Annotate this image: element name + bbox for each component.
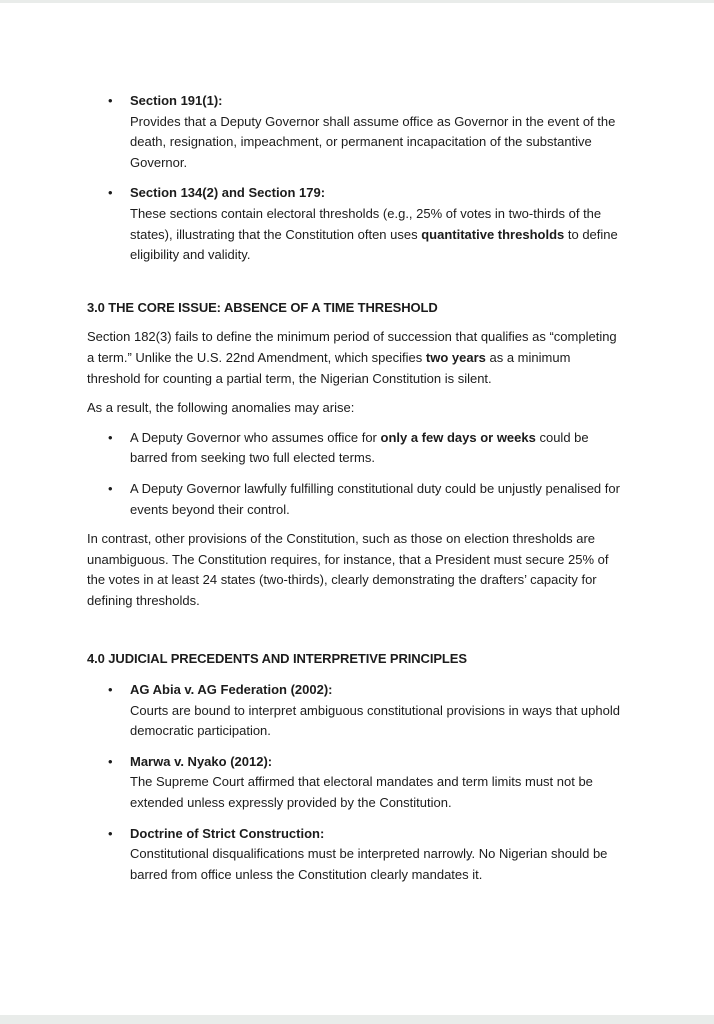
- section-134-179-body: [130, 204, 627, 266]
- emphasis-text: two years: [425, 349, 486, 365]
- emphasis-text: quantitative thresholds: [421, 226, 565, 242]
- body-text: These sections contain electoral thresholds (e.g., 25% of votes in two-thirds of the states), illustrating that the Constitution often uses: [130, 205, 602, 242]
- constitution-sections-list: [87, 91, 627, 266]
- section-134-179-title: • Section 134(2) and Section 179:: [130, 185, 326, 201]
- section-4-heading: 4.0 JUDICIAL PRECEDENTS AND INTERPRETIVE PRINCIPLES: [87, 651, 467, 667]
- body-text: Section 182(3) fails to define the minimum period of succession that qualifies as “completing a term.” Unlike the U.S. 22nd Amendment, which specifies: [87, 329, 617, 365]
- body-text: as a minimum threshold for counting a partial term, the Nigerian Constitution is silent.: [87, 349, 571, 386]
- section-3-heading: 3.0 THE CORE ISSUE: ABSENCE OF A TIME THRESHOLD: [87, 299, 438, 315]
- list-item: • A Deputy Governor lawfully fulfilling constitutional duty could be unjustly penalised for events beyond their control.: [87, 479, 627, 520]
- precedents-list: [87, 680, 627, 885]
- section-191-body: Provides that a Deputy Governor shall assume office as Governor in the event of the death, resignation, impeachment, or permanent incapacitation of the substantive Governor.: [130, 113, 616, 170]
- precedent-body: The Supreme Court affirmed that electoral mandates and term limits must not be extended unless expressly provided by the Constitution.: [130, 774, 593, 811]
- body-text: A Deputy Governor who assumes office for: [130, 429, 381, 445]
- list-item: [87, 91, 627, 173]
- body-text: to define eligibility and validity.: [130, 226, 618, 263]
- precedent-title: • Doctrine of Strict Construction:: [130, 825, 325, 841]
- anomalies-list: [87, 428, 627, 520]
- emphasis-text: only a few days or weeks: [380, 429, 536, 445]
- section-191-title: • Section 191(1):: [130, 93, 223, 108]
- list-item: [87, 428, 627, 469]
- list-item: [87, 680, 627, 742]
- section-3-paragraph-1: [87, 327, 627, 389]
- document-content: [87, 91, 627, 885]
- body-text: could be barred from seeking two full elected terms.: [130, 429, 589, 466]
- precedent-body: Courts are bound to interpret ambiguous constitutional provisions in ways that uphold democratic participation.: [130, 702, 620, 739]
- precedent-title: • AG Abia v. AG Federation (2002):: [130, 682, 333, 698]
- list-item: [87, 752, 627, 814]
- precedent-body: Constitutional disqualifications must be interpreted narrowly. No Nigerian should be barred from office unless the Constitution clearly mandates it.: [130, 846, 608, 882]
- precedent-title: • Marwa v. Nyako (2012):: [130, 753, 273, 769]
- list-item: [87, 824, 627, 886]
- section-3-paragraph-3: In contrast, other provisions of the Constitution, such as those on election thresholds are unambiguous. The Constitution requires, for instance, that a President must secure 25% of the votes in at least 24 states (two-thirds), clearly demonstrating the drafters’ capacity for defining thresholds.: [87, 531, 609, 608]
- section-3-paragraph-2: As a result, the following anomalies may arise:: [87, 400, 355, 416]
- list-item: [87, 183, 627, 265]
- document-page: [0, 3, 714, 1015]
